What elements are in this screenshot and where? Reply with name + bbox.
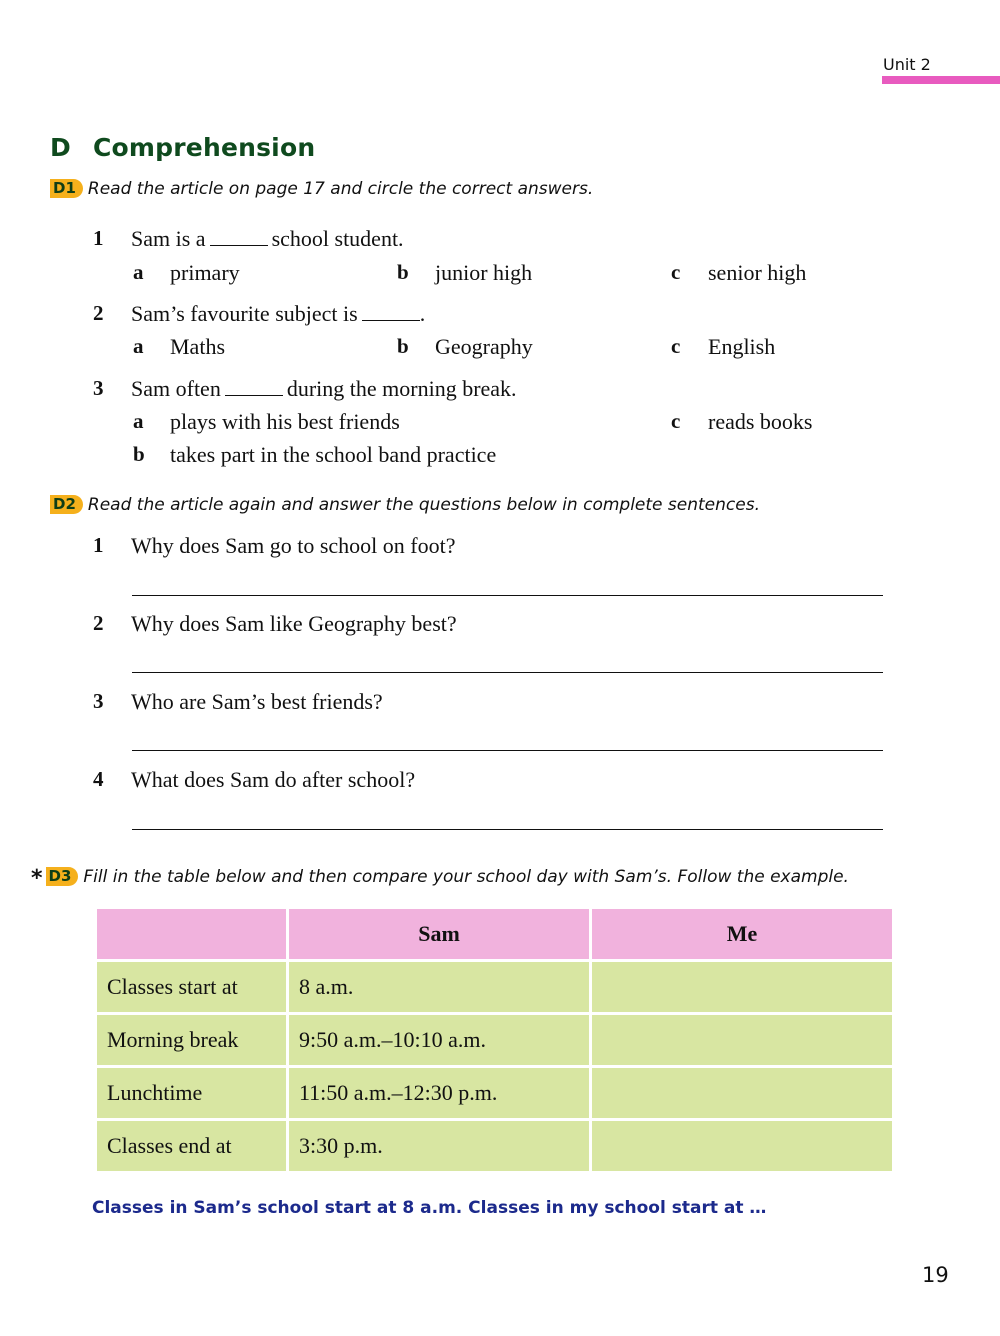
d1-q2-blank	[362, 302, 420, 321]
d1-q3-text	[131, 376, 517, 402]
d1-q2-option-b[interactable]: Geography	[435, 334, 533, 359]
d1-q2-option-b-letter: b	[397, 334, 409, 358]
d1-q3-before: Sam often	[131, 376, 221, 401]
d1-instruction	[50, 179, 593, 199]
d2-q1-text: Why does Sam go to school on foot?	[131, 533, 456, 558]
me-input-cell[interactable]	[591, 1014, 894, 1067]
d1-q1-blank	[210, 227, 268, 246]
d1-q3-option-b-letter: b	[133, 442, 145, 466]
d1-q1-option-c[interactable]: senior high	[708, 260, 807, 285]
me-input-cell[interactable]	[591, 961, 894, 1014]
schedule-table	[94, 906, 895, 1174]
section-heading: Comprehension	[93, 133, 316, 162]
d1-q1-option-c-letter: c	[671, 260, 681, 284]
me-input-cell[interactable]	[591, 1067, 894, 1120]
d1-q1-option-b-letter: b	[397, 260, 409, 284]
unit-label: Unit 2	[883, 55, 931, 74]
d2-instruction	[50, 495, 760, 515]
example-sentence: Classes in Sam’s school start at 8 a.m. Classes in my school start at …	[92, 1198, 767, 1218]
d1-q2-after: .	[419, 301, 426, 326]
d1-instruction-text: Read the article on page 17 and circle the correct answers.	[87, 179, 594, 199]
d1-q1-option-b[interactable]: junior high	[435, 260, 533, 285]
sam-value: 3:30 p.m.	[288, 1120, 591, 1173]
table-row	[96, 1014, 894, 1067]
d2-q3-answer-line[interactable]	[132, 750, 883, 751]
d2-q3-text: Who are Sam’s best friends?	[131, 689, 383, 714]
d1-q1-before: Sam is a	[131, 226, 206, 251]
d2-q4-number: 4	[93, 767, 104, 791]
d1-q2-text	[131, 301, 425, 327]
d1-q1-number: 1	[93, 226, 104, 250]
d3-badge: D3	[46, 867, 79, 886]
row-label: Lunchtime	[96, 1067, 288, 1120]
sam-value: 9:50 a.m.–10:10 a.m.	[288, 1014, 591, 1067]
d1-q1-after: school student.	[271, 226, 404, 251]
d2-badge: D2	[50, 495, 83, 514]
d1-q3-option-c[interactable]: reads books	[708, 409, 813, 434]
d2-q2-number: 2	[93, 611, 104, 635]
table-row	[96, 961, 894, 1014]
d1-q2-option-c[interactable]: English	[708, 334, 776, 359]
d3-instruction	[31, 866, 849, 891]
d1-q3-number: 3	[93, 376, 104, 400]
unit-accent-bar	[882, 76, 1000, 84]
d1-q2-option-a[interactable]: Maths	[170, 334, 225, 359]
d2-q4-text: What does Sam do after school?	[131, 767, 416, 792]
sam-value: 8 a.m.	[288, 961, 591, 1014]
header-blank	[96, 908, 288, 961]
d1-q2-before: Sam’s favourite subject is	[131, 301, 358, 326]
section-letter: D	[50, 133, 71, 162]
header-me: Me	[591, 908, 894, 961]
d1-q2-number: 2	[93, 301, 104, 325]
row-label: Morning break	[96, 1014, 288, 1067]
sam-value: 11:50 a.m.–12:30 p.m.	[288, 1067, 591, 1120]
d1-q3-blank	[225, 377, 283, 396]
d1-q3-option-a[interactable]: plays with his best friends	[170, 409, 400, 434]
d1-q1-option-a[interactable]: primary	[170, 260, 240, 285]
d1-q3-option-b[interactable]: takes part in the school band practice	[170, 442, 497, 467]
table-row	[96, 1067, 894, 1120]
d2-q2-answer-line[interactable]	[132, 672, 883, 673]
d1-q2-option-c-letter: c	[671, 334, 681, 358]
d2-q2-text: Why does Sam like Geography best?	[131, 611, 457, 636]
header-sam: Sam	[288, 908, 591, 961]
row-label: Classes start at	[96, 961, 288, 1014]
d1-q3-after: during the morning break.	[286, 376, 517, 401]
d1-q1-option-a-letter: a	[133, 260, 144, 284]
table-header-row	[96, 908, 894, 961]
d2-q4-answer-line[interactable]	[132, 829, 883, 830]
star-icon: *	[31, 866, 43, 891]
d2-q1-answer-line[interactable]	[132, 595, 883, 596]
d1-badge: D1	[50, 179, 83, 198]
row-label: Classes end at	[96, 1120, 288, 1173]
table-row	[96, 1120, 894, 1173]
me-input-cell[interactable]	[591, 1120, 894, 1173]
d2-q3-number: 3	[93, 689, 104, 713]
d2-instruction-text: Read the article again and answer the questions below in complete sentences.	[87, 495, 760, 515]
d1-q1-text	[131, 226, 404, 252]
page-number: 19	[922, 1263, 949, 1287]
d2-q1-number: 1	[93, 533, 104, 557]
section-title	[50, 133, 315, 162]
d1-q2-option-a-letter: a	[133, 334, 144, 358]
d1-q3-option-c-letter: c	[671, 409, 681, 433]
d3-instruction-text: Fill in the table below and then compare your school day with Sam’s. Follow the example.	[83, 867, 849, 887]
d1-q3-option-a-letter: a	[133, 409, 144, 433]
